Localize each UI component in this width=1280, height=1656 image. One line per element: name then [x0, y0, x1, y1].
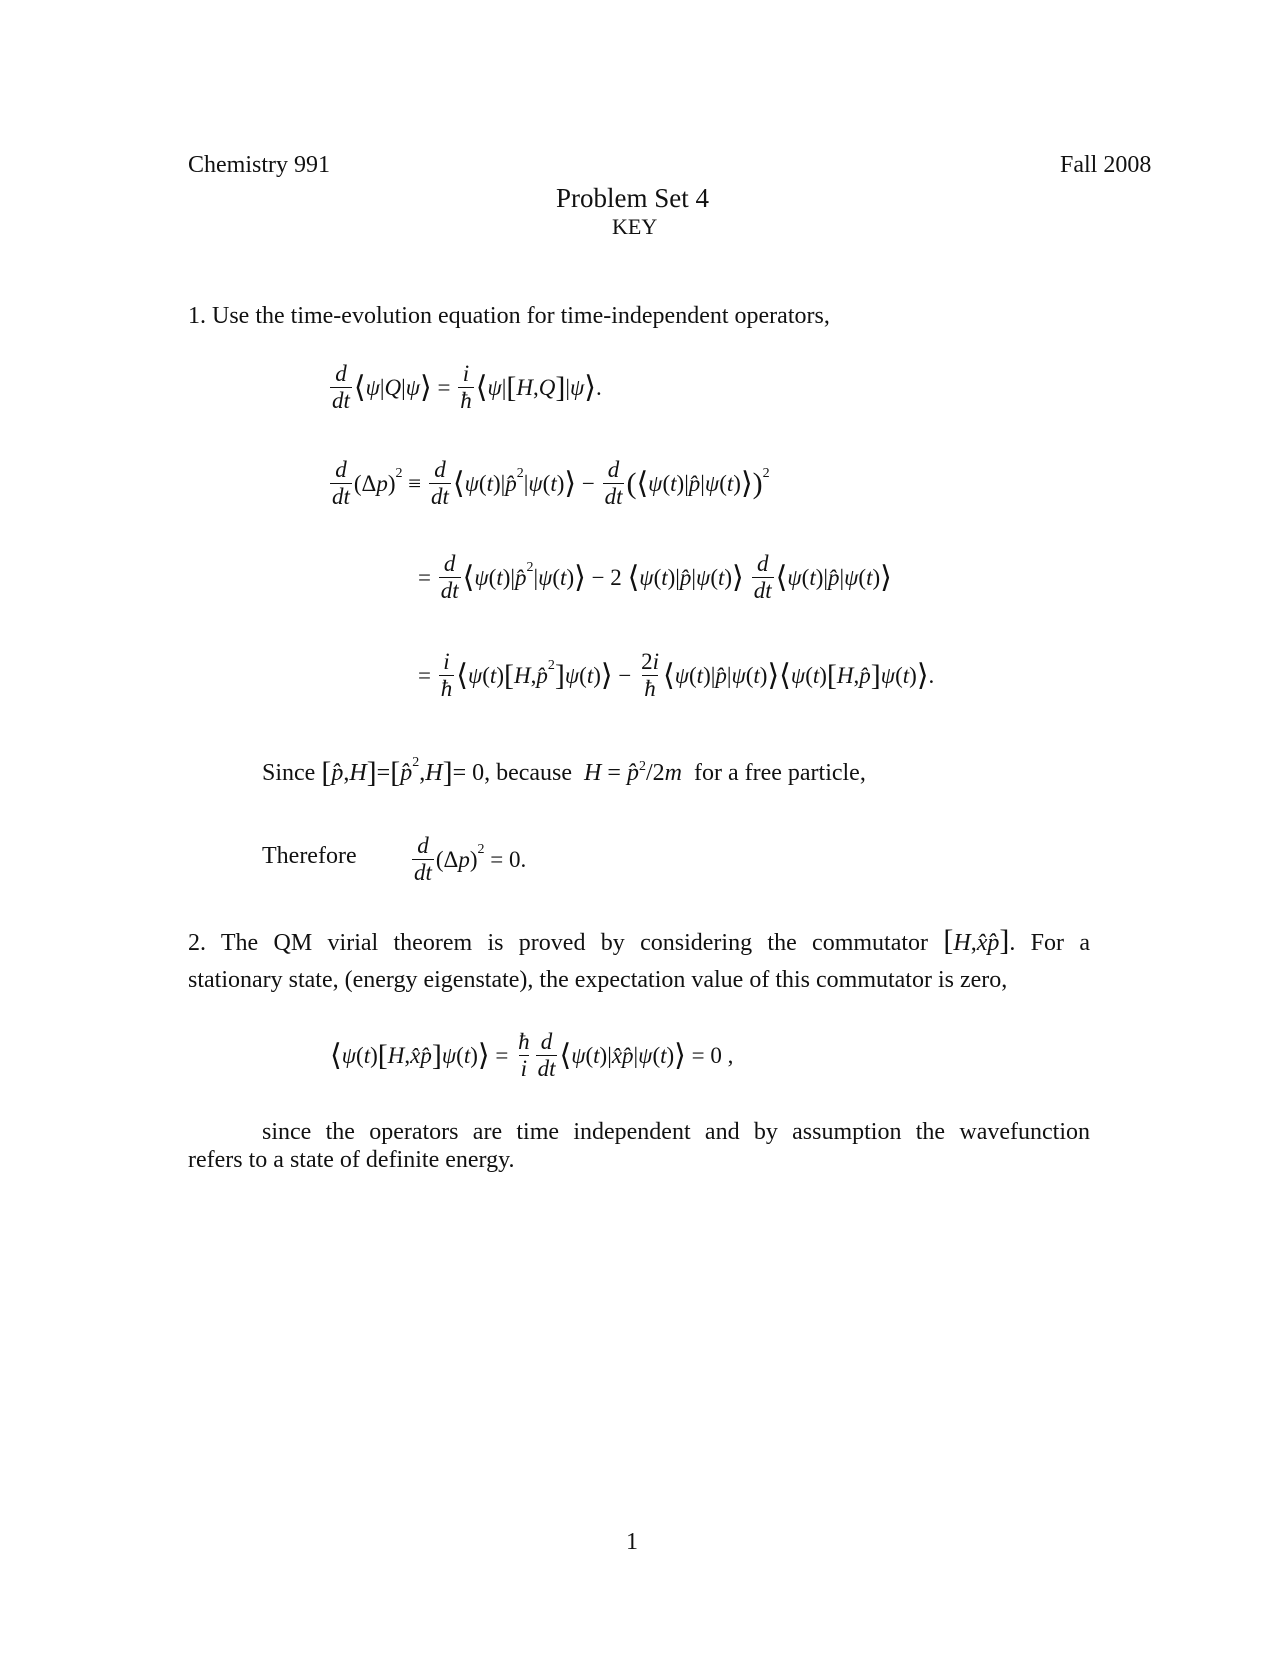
problem2-closing-line1: since the operators are time independent and by assumption the wavefunction [262, 1119, 1090, 1145]
course-name: Chemistry 991 [188, 152, 330, 178]
equation-dp-line3: = $\frac{i}{ħ}$ ⟨ ψ ( t ) [ H , p̂ 2 ] ψ ( t ) ⟩ − $\frac{2i}{ħ}$ ⟨ ψ ( t )| p̂ | ψ ( t ) ⟩⟨ ψ ( t ) [ H , p̂ ] ψ ( t ) ⟩ . [418, 649, 935, 702]
problem2-intro [188, 922, 1090, 999]
therefore-result: = 0. [490, 847, 527, 873]
problem2-intro-line2: stationary state, (energy eigenstate), the expectation value of this commutator is zero, [188, 967, 1008, 993]
since-prefix: Since [262, 760, 316, 786]
document-title: Problem Set 4 [556, 183, 709, 213]
equation-dp-line1: $\frac{d}{dt}$ (Δ p ) 2 ≡ $\frac{d}{dt}$ ⟨ ψ ( t )| p̂ 2 | ψ ( t ) ⟩ − $\frac{d}{dt}$ (⟨ ψ ( t )| p̂ | ψ ( t ) ⟩) 2 [332, 457, 770, 510]
therefore-label: Therefore [262, 843, 357, 869]
equation-therefore: $\frac{d}{dt}$ (Δ p ) 2 = 0. [414, 833, 527, 886]
since-suffix: for a free particle, [693, 760, 866, 786]
problem2-intro-line1-b: . For a [1009, 930, 1090, 956]
equation-dp-line2: = $\frac{d}{dt}$ ⟨ ψ ( t )| p̂ 2 | ψ ( t ) ⟩ − 2 ⟨ ψ ( t )| p̂ | ψ ( t ) ⟩ $\frac{d}{dt}$ ⟨ ψ ( t )| p̂ | ψ ( t ) ⟩ [418, 551, 892, 604]
problem2-closing-line2: refers to a state of definite energy. [188, 1147, 515, 1173]
equation-virial: ⟨ ψ ( t ) [ H , x̂p̂ ] ψ ( t ) ⟩ = $\frac{ħ}{i}$ $\frac{d}{dt}$ ⟨ ψ ( t )| x̂p̂ | ψ ( t ) ⟩ = 0 , [330, 1029, 734, 1082]
since-line: Since [ p̂ , H ] = [ p̂ 2 , H ] = 0, because H = p̂$^2$/2m for a free particle, [262, 755, 866, 789]
problem2-closing [188, 1118, 1090, 1174]
term: Fall 2008 [1060, 152, 1152, 178]
page-number: 1 [626, 1529, 638, 1555]
since-mid: = 0, because [452, 760, 573, 786]
problem2-intro-line1-a: 2. The QM virial theorem is proved by considering the commutator [188, 930, 929, 956]
problem2-intro-line1: 2. The QM virial theorem is proved by considering the commutator [H,x̂p̂]. For a [188, 924, 1090, 957]
problem1-intro: 1. Use the time-evolution equation for time-independent operators, [188, 303, 830, 329]
document-subtitle: KEY [612, 214, 658, 239]
equation-time-evolution: $\frac{d}{dt}$ ⟨ ψ | Q | ψ ⟩ = $\frac{i}{ħ}$ ⟨ ψ | [ H , Q ] | ψ ⟩ . [332, 361, 602, 414]
